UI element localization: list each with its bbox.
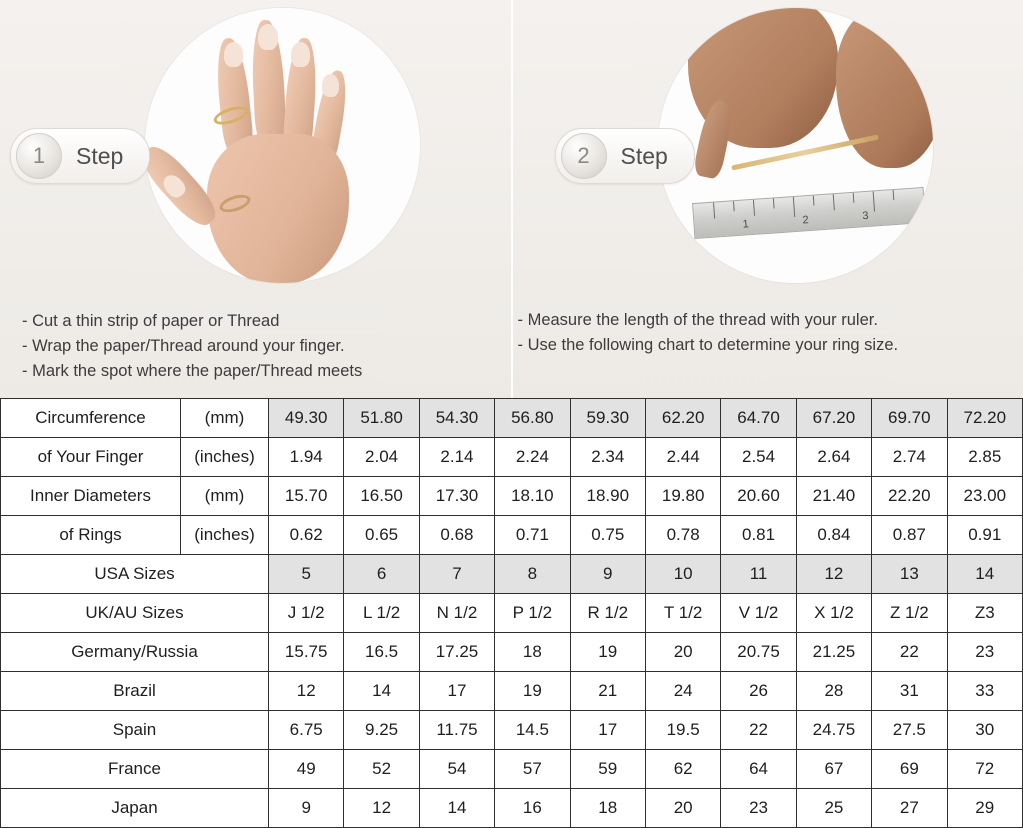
cell: P 1/2 (495, 594, 570, 633)
cell: 0.87 (872, 516, 947, 555)
ruler-number-3: 3 (861, 210, 868, 222)
table-row (1, 672, 1023, 711)
cell: 24 (645, 672, 720, 711)
cell: 51.80 (344, 399, 419, 438)
step-2-instructions (518, 308, 899, 358)
cell: 17 (570, 711, 645, 750)
instructions-section (0, 0, 1023, 398)
cell: 8 (495, 555, 570, 594)
cell: 2.04 (344, 438, 419, 477)
cell: 0.71 (495, 516, 570, 555)
cell: V 1/2 (721, 594, 796, 633)
cell: 7 (419, 555, 494, 594)
cell: 49 (269, 750, 344, 789)
cell: 19.80 (645, 477, 720, 516)
cell: 0.78 (645, 516, 720, 555)
table-row (1, 438, 1023, 477)
row-header-japan: Japan (1, 789, 269, 828)
nail-middle (258, 24, 278, 50)
step-1-panel (0, 0, 513, 398)
nail-ring (291, 42, 310, 67)
step-1-bullet-1: - Cut a thin strip of paper or Thread (22, 309, 362, 334)
cell: 26 (721, 672, 796, 711)
cell: 19 (495, 672, 570, 711)
cell: 2.14 (419, 438, 494, 477)
cell: 2.24 (495, 438, 570, 477)
cell: 21.25 (796, 633, 871, 672)
cell: 5 (269, 555, 344, 594)
cell: 0.68 (419, 516, 494, 555)
table-row (1, 477, 1023, 516)
cell: 9 (570, 555, 645, 594)
unit-inches: (inches) (181, 438, 269, 477)
row-header-france: France (1, 750, 269, 789)
cell: 64 (721, 750, 796, 789)
step-1-instructions (22, 309, 362, 384)
cell: 0.65 (344, 516, 419, 555)
nail-index (224, 42, 243, 67)
cell: 64.70 (721, 399, 796, 438)
cell: 67 (796, 750, 871, 789)
ruler-number-2: 2 (802, 214, 809, 226)
cell: 18 (570, 789, 645, 828)
size-chart-body (1, 399, 1023, 828)
step-1-bullet-2: - Wrap the paper/Thread around your finger. (22, 334, 362, 359)
cell: 2.44 (645, 438, 720, 477)
cell: 18 (495, 633, 570, 672)
cell: 54.30 (419, 399, 494, 438)
step-2-bullet-1: - Measure the length of the thread with your ruler. (518, 308, 899, 333)
cell: 2.54 (721, 438, 796, 477)
table-row (1, 594, 1023, 633)
row-header-circumference: Circumference (1, 399, 181, 438)
cell: 22 (721, 711, 796, 750)
unit-inches: (inches) (181, 516, 269, 555)
cell: 24.75 (796, 711, 871, 750)
cell: 0.75 (570, 516, 645, 555)
row-header-usa-sizes: USA Sizes (1, 555, 269, 594)
cell: 27 (872, 789, 947, 828)
cell: 0.62 (269, 516, 344, 555)
cell: 52 (344, 750, 419, 789)
cell: 59.30 (570, 399, 645, 438)
row-header-circumference-2: of Your Finger (1, 438, 181, 477)
cell: 23 (947, 633, 1022, 672)
cell: 17.30 (419, 477, 494, 516)
hand-ruler-photo-step-2 (658, 8, 933, 283)
step-2-badge (555, 128, 695, 184)
size-chart-table (0, 398, 1023, 828)
cell: 6.75 (269, 711, 344, 750)
step-2-label: Step (621, 143, 668, 170)
cell: 14.5 (495, 711, 570, 750)
cell: 59 (570, 750, 645, 789)
cell: 21 (570, 672, 645, 711)
step-1-number: 1 (16, 133, 62, 179)
cell: 16.5 (344, 633, 419, 672)
cell: 72 (947, 750, 1022, 789)
cell: 19.5 (645, 711, 720, 750)
cell: 20 (645, 633, 720, 672)
cell: 10 (645, 555, 720, 594)
cell: 0.81 (721, 516, 796, 555)
cell: 2.74 (872, 438, 947, 477)
table-row (1, 711, 1023, 750)
table-row (1, 555, 1023, 594)
cell: 17.25 (419, 633, 494, 672)
cell: Z 1/2 (872, 594, 947, 633)
cell: 12 (344, 789, 419, 828)
cell: 22 (872, 633, 947, 672)
cell: 20.60 (721, 477, 796, 516)
cell: 28 (796, 672, 871, 711)
cell: 49.30 (269, 399, 344, 438)
cell: 62.20 (645, 399, 720, 438)
cell: 33 (947, 672, 1022, 711)
cell: 20 (645, 789, 720, 828)
cell: 20.75 (721, 633, 796, 672)
cell: 13 (872, 555, 947, 594)
cell: 27.5 (872, 711, 947, 750)
cell: J 1/2 (269, 594, 344, 633)
step-2-panel (513, 0, 1023, 398)
cell: X 1/2 (796, 594, 871, 633)
cell: 17 (419, 672, 494, 711)
ring-size-chart (0, 398, 1023, 826)
step-1-label: Step (76, 143, 123, 170)
cell: 12 (796, 555, 871, 594)
cell: 25 (796, 789, 871, 828)
cell: 15.75 (269, 633, 344, 672)
cell: 29 (947, 789, 1022, 828)
cell: 14 (344, 672, 419, 711)
cell: 12 (269, 672, 344, 711)
step-1-bullet-3: - Mark the spot where the paper/Thread meets (22, 359, 362, 384)
cell: 30 (947, 711, 1022, 750)
row-header-germany-russia: Germany/Russia (1, 633, 269, 672)
cell: 57 (495, 750, 570, 789)
row-header-spain: Spain (1, 711, 269, 750)
cell: 14 (947, 555, 1022, 594)
cell: 69 (872, 750, 947, 789)
cell: 23.00 (947, 477, 1022, 516)
row-header-inner-diameters-2: of Rings (1, 516, 181, 555)
cell: 67.20 (796, 399, 871, 438)
cell: 21.40 (796, 477, 871, 516)
cell: 14 (419, 789, 494, 828)
cell: 15.70 (269, 477, 344, 516)
cell: 11 (721, 555, 796, 594)
row-header-uk-au-sizes: UK/AU Sizes (1, 594, 269, 633)
cell: 18.90 (570, 477, 645, 516)
row-header-inner-diameters: Inner Diameters (1, 477, 181, 516)
cell: 56.80 (495, 399, 570, 438)
step-2-bullet-2: - Use the following chart to determine your ring size. (518, 333, 899, 358)
cell: 54 (419, 750, 494, 789)
cell: 0.84 (796, 516, 871, 555)
cell: 2.64 (796, 438, 871, 477)
cell: 2.34 (570, 438, 645, 477)
cell: 18.10 (495, 477, 570, 516)
cell: L 1/2 (344, 594, 419, 633)
cell: R 1/2 (570, 594, 645, 633)
unit-mm: (mm) (181, 399, 269, 438)
cell: N 1/2 (419, 594, 494, 633)
cell: 23 (721, 789, 796, 828)
cell: 31 (872, 672, 947, 711)
cell: 9.25 (344, 711, 419, 750)
nail-pinky (322, 74, 339, 97)
hand-photo-step-1 (145, 8, 420, 283)
table-row (1, 750, 1023, 789)
table-row (1, 399, 1023, 438)
cell: 1.94 (269, 438, 344, 477)
cell: 6 (344, 555, 419, 594)
cell: Z3 (947, 594, 1022, 633)
cell: 0.91 (947, 516, 1022, 555)
cell: 16 (495, 789, 570, 828)
cell: 72.20 (947, 399, 1022, 438)
cell: 9 (269, 789, 344, 828)
cell: 2.85 (947, 438, 1022, 477)
step-1-badge (10, 128, 150, 184)
table-row (1, 789, 1023, 828)
cell: T 1/2 (645, 594, 720, 633)
ruler-number-1: 1 (742, 218, 749, 230)
row-header-brazil: Brazil (1, 672, 269, 711)
cell: 11.75 (419, 711, 494, 750)
table-row (1, 516, 1023, 555)
cell: 22.20 (872, 477, 947, 516)
unit-mm: (mm) (181, 477, 269, 516)
cell: 62 (645, 750, 720, 789)
cell: 69.70 (872, 399, 947, 438)
cell: 19 (570, 633, 645, 672)
table-row (1, 633, 1023, 672)
cell: 16.50 (344, 477, 419, 516)
step-2-number: 2 (561, 133, 607, 179)
